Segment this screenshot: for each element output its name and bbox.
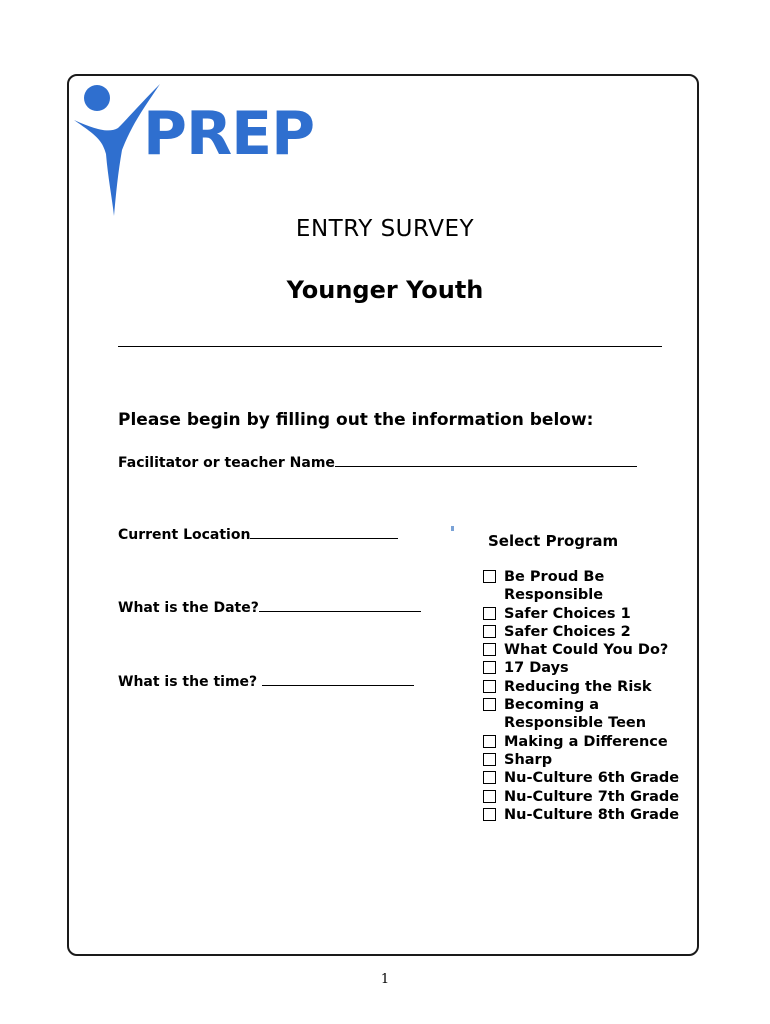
program-option-label: Making a Difference [504, 733, 668, 750]
checkbox[interactable] [483, 790, 496, 803]
program-option[interactable] [483, 696, 683, 733]
program-option-label: Nu-Culture 6th Grade [504, 770, 680, 787]
checkbox[interactable] [483, 735, 496, 748]
program-option[interactable] [483, 623, 683, 641]
program-option-label: Nu-Culture 8th Grade [504, 806, 680, 823]
program-option[interactable] [483, 769, 683, 787]
stray-mark [451, 526, 454, 531]
program-option-label: Safer Choices 1 [504, 605, 631, 622]
checkbox[interactable] [483, 570, 496, 583]
facilitator-blank[interactable] [335, 454, 637, 467]
checkbox[interactable] [483, 808, 496, 821]
program-option[interactable] [483, 605, 683, 623]
program-option-label: Becoming a Responsible Teen [504, 697, 647, 732]
date-label: What is the Date? [118, 600, 259, 616]
checkbox[interactable] [483, 625, 496, 638]
prep-logo-text: PREP [143, 99, 315, 169]
program-option-label: Nu-Culture 7th Grade [504, 788, 680, 805]
program-option[interactable] [483, 678, 683, 696]
location-label: Current Location [118, 527, 251, 543]
program-option-label: 17 Days [504, 660, 569, 677]
location-field[interactable] [118, 526, 398, 543]
program-option-label: Be Proud Be Responsible [504, 569, 605, 604]
checkbox[interactable] [483, 771, 496, 784]
program-option[interactable] [483, 659, 683, 677]
program-option-label: Reducing the Risk [504, 678, 652, 695]
time-label: What is the time? [118, 674, 263, 690]
program-option[interactable] [483, 568, 683, 605]
program-options [483, 568, 683, 824]
facilitator-field[interactable] [118, 454, 637, 471]
program-heading: Select Program [488, 532, 619, 550]
checkbox[interactable] [483, 698, 496, 711]
time-field[interactable] [118, 673, 414, 690]
facilitator-label: Facilitator or teacher Name [118, 455, 335, 471]
date-field[interactable] [118, 599, 421, 616]
program-option[interactable] [483, 751, 683, 769]
checkbox[interactable] [483, 753, 496, 766]
program-option-label: Sharp [504, 751, 553, 768]
checkbox[interactable] [483, 661, 496, 674]
checkbox[interactable] [483, 643, 496, 656]
program-option[interactable] [483, 733, 683, 751]
program-option-label: What Could You Do? [504, 642, 669, 659]
program-option-label: Safer Choices 2 [504, 623, 631, 640]
survey-title: ENTRY SURVEY [295, 216, 475, 242]
title-divider [118, 346, 662, 347]
survey-subtitle: Younger Youth [286, 276, 484, 304]
program-option[interactable] [483, 641, 683, 659]
program-option[interactable] [483, 788, 683, 806]
page-number: 1 [380, 972, 390, 987]
checkbox[interactable] [483, 680, 496, 693]
checkbox[interactable] [483, 607, 496, 620]
date-blank[interactable] [259, 599, 421, 612]
program-option[interactable] [483, 806, 683, 824]
location-blank[interactable] [250, 526, 398, 539]
time-blank[interactable] [262, 673, 414, 686]
form-instruction: Please begin by filling out the information below: [118, 410, 594, 430]
